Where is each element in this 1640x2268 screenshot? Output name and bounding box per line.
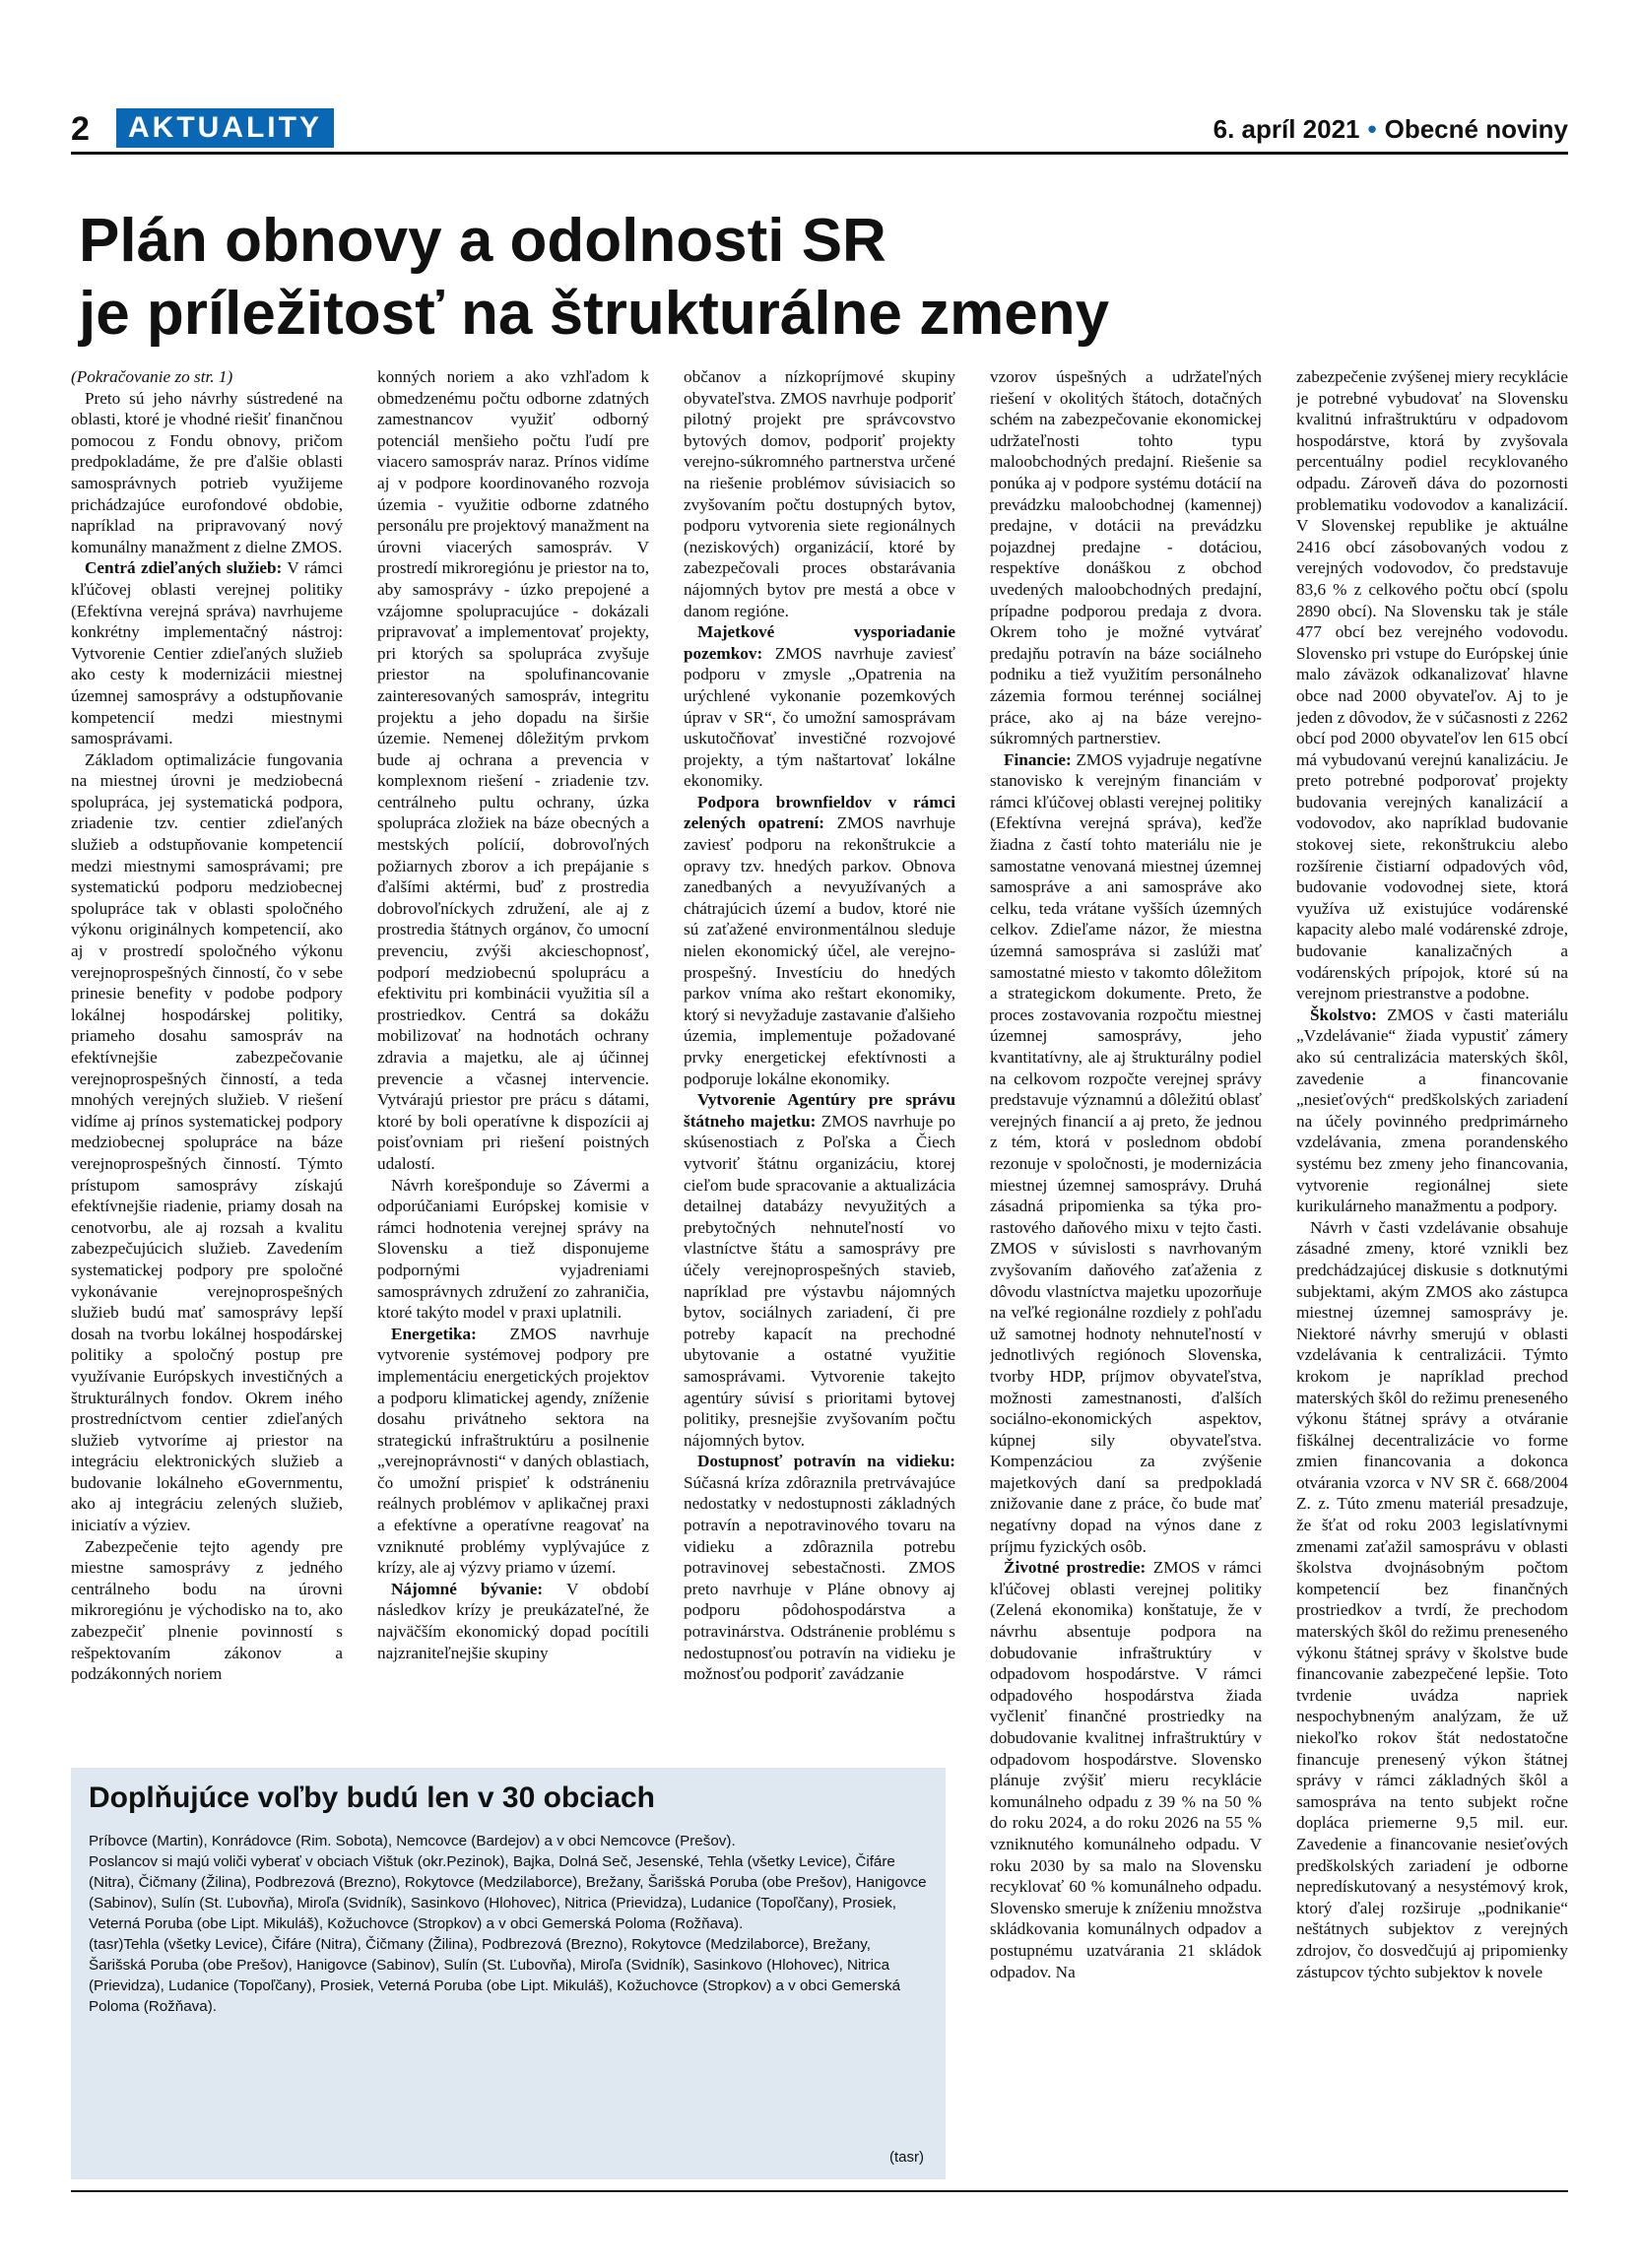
subhead: Financie: [1004, 749, 1072, 769]
header-rule [71, 152, 1568, 155]
subhead: Životné prostredie: [1004, 1558, 1147, 1578]
headline [79, 205, 1556, 351]
publication-name: Obecné noviny [1384, 114, 1568, 144]
paragraph: Základom optimalizácie fungovania na miestnej úrovni je medziobecná spolupráca, jej systematická podpora, zriadenie tzv. centier zdieľaných služieb a odstupňovanie kompetencií medzi miestnymi samosprávami; pre systematickú podporu medziobecnej spolupráce tak v oblasti spoločného výkonu originálnych kompetencií, ako aj v prostredí spoločného výkonu verejnoprospešných činností, čo v sebe prinesie benefity v podobe podpory lokálnej hospodárskej politiky, priameho dosahu samospráv na efektívnejšie zabezpečovanie verejnoprospešných činností, a teda mnohých verejných služieb. V riešení vidíme aj prínos systematickej podpory medziobecnej spolupráce na báze verejnoprospešných činností. Týmto prístupom samosprávy získajú efektívnejšie riadenie, priamy dosah na cenotvorbu, ale aj rozsah a kvalitu zabezpečujúcich služieb. Zavedením systematickej podpory pre spoločné vykonávanie verejnoprospešných služieb budú mať samosprávy lepší dosah na tvorbu lokálnej hospodárskej politiky a spoločný postup pre využívanie Európskych investičných a štrukturálnych fondov. Okrem iného prostredníctvom centier zdieľaných služieb vytvoríme aj priestor na integráciu elektronických služieb a budovanie lokálneho eGovernmentu, ako aj integráciu zelených služieb, iniciatív a výziev. [71, 749, 343, 1535]
sidebar-box [71, 1768, 946, 2179]
section-label: AKTUALITY [116, 108, 334, 148]
sidebar-source: (tasr) [889, 2149, 924, 2166]
subhead: Dostupnosť potravín na vidieku: [697, 1452, 955, 1471]
sidebar-paragraph: Príbovce (Martin), Konrádovce (Rim. Sobota), Nemcovce (Bardejov) a v obci Nemcovce (Prešov). [89, 1833, 736, 1849]
paragraph: Preto sú jeho návrhy sústredené na oblasti, ktoré je vhodné riešiť finančnou pomocou z Fondu obnovy, pričom predpokladáme, že pre ďalšie oblasti samosprávnych potrieb využijeme prichádzajúce eurofondové obdobie, napríklad na pripravovaný nový komunálny manažment z dielne ZMOS. [71, 388, 343, 556]
subhead: Podpora brownfieldov v rámci zelených opatrení: [684, 792, 955, 833]
paragraph: Návrh korešponduje so Závermi a odporúčaniami Európskej komisie v rámci hodnotenia verejnej správy na Slovensku a tiež disponujeme podpornými vyjadreniami samosprávnych združení zo zahraničia, ktoré takýto model v praxi uplatnili. [377, 1175, 649, 1323]
issue-date: 6. apríl 2021 [1213, 114, 1360, 144]
sidebar-text [89, 1831, 928, 2017]
subhead: Majetkové vysporiadanie pozemkov: [684, 622, 955, 663]
paragraph: Školstvo: ZMOS v časti materiálu „Vzdelávanie“ žiada vypustiť zámery ako sú centralizácia materských škôl, zavedenie a financovanie „nesieťových“ predškolských zariadení na účely povinného predprimárneho vzdelávania, zmena porandenského systému bez zmeny jeho financovania, vytvorenie regionálnej siete kurikulárneho manažmentu a podpory. [1296, 1004, 1568, 1216]
headline-line-2: je príležitosť na štrukturálne zmeny [79, 280, 1110, 348]
subhead: Centrá zdieľaných služieb: [85, 558, 283, 578]
paragraph: Energetika: ZMOS navrhuje vytvorenie systémovej podpory pre implementáciu energetických projektov a podporu klimatickej agendy, zníženie dosahu privátneho sektora na strategickú infraštruktúru a posilnenie „verejnoprávnosti“ v daných oblastiach, čo umožní prispieť k odstráneniu reálnych problémov v aplikačnej praxi a efektívne a operatívne reagovať na vzniknuté problémy vyplývajúce z krízy, ale aj výzvy priamo v území. [377, 1324, 649, 1578]
sidebar-title: Doplňujúce voľby budú len v 30 obciach [89, 1782, 655, 1814]
subhead: Vytvorenie Agentúry pre správu štátneho majetku: [684, 1090, 955, 1131]
subhead: Školstvo: [1310, 1004, 1377, 1024]
paragraph: Návrh v časti vzdelávanie obsahuje zásadné zmeny, ktoré vznikli bez predchádzajúcej diskusie s dotknutými subjektami, akým ZMOS ako zástupca miestnej územnej samosprávy je. Niektoré návrhy smerujú v oblasti vzdelávania k centralizácii. Týmto krokom je napríklad prechod materských škôl do režimu preneseného výkonu štátnej správy a otváranie fiškálnej decentralizácie vo forme zmien financovania a dokonca otvárania vzorca v NV SR č. 668/2004 Z. z. Túto zmenu materiál presadzuje, že šťat od roku 2003 legislatívnymi zmenami zaťažil samosprávu v oblasti školstva dvojnásobným počtom kompetencií bez finančných prostriedkov a tvrdí, že prechodom materských škôl do režimu preneseného výkonu štátnej správy v školstve bude financovanie zabezpečené lepšie. Toto tvrdenie uvádza napriek nespochybneným analýzam, že už niekoľko rokov štát nedostatočne financuje prenesený výkon štátnej správy v rámci základných škôl a samospráva na tento subjekt ročne dopláca priemerne 9,5 mil. eur. Zavedenie a financovanie nesieťových predškolských zariadení je odborne nepredískutovaný a nesystémový krok, ktorý ďalej rozširuje „podnikanie“ neštátnych subjektov z verejných zdrojov, čo dosvedčujú aj pripomienky zástupcov týchto subjektov k novele [1296, 1217, 1568, 1981]
paragraph: Financie: ZMOS vyjadruje negatívne stanovisko k verejným financiám v rámci kľúčovej oblasti verejnej politiky (Efektívna verejná správa), keďže žiadna z častí tohto materiálu nie je samostatne venovaná miestnej územnej samospráve a ani samospráve ako celku, teda vrátane vyšších územných celkov. Zdieľame názor, že miestna územná samospráva si zaslúži mať samostatné miesto v takomto dôležitom a strategickom dokumente. Preto, že proces zostavovania rozpočtu miestnej územnej samosprávy, jeho kvantitatívny, ale aj štrukturálny podiel na celkovom rozpočte verejnej správy predstavuje významnú a dôležitú oblasť verejných financií a aj preto, že jednou z tém, ktorá v poslednom období rezonuje v spoločnosti, je modernizácia miestnej územnej samosprávy. Druhá zásadná pripomienka sa týka pro-rastového daňového mixu v tejto časti. ZMOS v súvislosti s navrhovaným zvyšovaním daňového zaťaženia z dôvodu vlastníctva majetku upozorňuje na veľké regionálne rozdiely z pohľadu už samotnej hodnoty nehnuteľností v jednotlivých regiónoch Slovenska, tvorby HDP, príjmov obyvateľstva, možnosti zamestnanosti, ďalších sociálno-ekonomických aspektov, kúpnej sily obyvateľstva. Kompenzáciou za zvýšenie majetkových daní sa predpokladá znižovanie dane z práce, čo bude mať negatívny dopad na výnos dane z príjmu fyzických osôb. [990, 749, 1262, 1556]
sidebar-paragraph: Poslancov si majú voliči vyberať v obciach Vištuk (okr.Pezinok), Bajka, Dolná Seč, Jesenské, Tehla (všetky Levice), Čifáre (Nitra), Čičmany (Žilina), Podbrezová (Brezno), Rokytovce (Medzilaborce), Brežany, Šarišská Poruba (obe Prešov), Hanigovce (Sabinov), Sulín (St. Ľubovňa), Miroľa (Svidník), Sasinkovo (Hlohovec), Nitrica (Prievidza), Ludanice (Topoľčany), Prosiek, Veterná Poruba (obe Lipt. Mikuláš), Kožuchovce (Stropkov) a v obci Gemerská Poloma (Rožňava). [89, 1853, 927, 1932]
paragraph: Dostupnosť potravín na vidieku: Súčasná kríza zdôraznila pretrvávajúce nedostatky v nedostupnosti základných potravín a nepotravinového tovaru na vidieku a zdôraznila potrebu potravinovej sebestačnosti. ZMOS preto navrhuje v Pláne obnovy aj podporu pôdohospodárstva a potravinárstva. Odstránenie problému s nedostupnosťou potravín na vidieku je možnosťou podporiť zavádzanie [684, 1452, 955, 1684]
paragraph: Vytvorenie Agentúry pre správu štátneho majetku: ZMOS navrhuje po skúsenostiach z Poľska a Čiech vytvoriť štátnu organizáciu, ktorej cieľom bude spracovanie a aktualizácia detailnej databázy nevyužitých a prebytočných nehnuteľností vo vlastníctve štátu a samosprávy pre účely verejnoprospešných stavieb, napríklad pre výstavbu nájomných bytov, sociálnych zariadení, či pre potreby kapacít na prechodné ubytovanie a ostatné využitie samosprávami. Vytvorenie takejto agentúry súvisí s prioritami bytovej politiky, presnejšie zvyšovaním počtu nájomných bytov. [684, 1090, 955, 1450]
footer-rule [71, 2190, 1568, 2192]
article-column-5 [1296, 366, 1568, 2173]
page-number: 2 [71, 110, 90, 148]
page-header [71, 106, 1568, 152]
separator-dot: • [1367, 114, 1377, 144]
article-column-4 [990, 366, 1262, 2173]
paragraph: zabezpečenie zvýšenej miery recyklácie je potrebné vybudovať na Slovensku kvalitnú infraštruktúru v odpadovom hospodárstve, ktorá by zvyšovala percentuálny podiel recyklovaného odpadu. Zároveň dáva do pozornosti problematiku vodovodov a kanalizácií. V Slovenskej republike je aktuálne 2416 obcí zásobovaných vodou z verejných vodovodov, čo predstavuje 83,6 % z celkového počtu obcí (spolu 2890 obcí). Na Slovensku tak je stále 477 obcí bez verejného vodovodu. Slovensko pri vstupe do Európskej únie malo záväzok odkanalizovať hlavne obce nad 2000 obyvateľov. Aj to je jeden z dôvodov, že v súčasnosti z 2262 obcí pod 2000 obyvateľov len 615 obcí má vybudovanú verejnú kanalizáciu. Je preto potrebné podporovať projekty budovania verejných kanalizácií a vodovodov, ako napríklad budovanie stokovej siete, rekonštrukciu alebo rozšírenie čistiarní odpadových vôd, budovanie vodovodnej siete, ktorá využíva už existujúce vodárenské kapacity alebo malé vodárenské zdroje, budovanie kanalizačných a vodárenských prípojok, ktoré sú na verejnom priestranstve a podobne. [1296, 367, 1568, 1004]
paragraph: konných noriem a ako vzhľadom k obmedzenému počtu odborne zdatných zamestnancov využiť odborný potenciál menšieho počtu ľudí pre viacero samospráv naraz. Prínos vidíme aj v podpore koordinovaného rozvoja územia - využitie odborne zdatného personálu pre projektový manažment na úrovni viacerých samospráv. V prostredí mikroregiónu je priestor na to, aby samosprávy - úzko prepojené a vzájomne spolupracujúce - dokázali pripravovať a implementovať projekty, pri ktorých sa spolupráca zvyšuje priestor na spolufinancovanie zainteresovaných samospráv, integritu projektu a jeho dopadu na širšie územie. Nemenej dôležitým prvkom bude aj ochrana a prevencia v komplexnom riešení - zriadenie tzv. centrálneho pultu ochrany, úzka spolupráca zložiek na báze obecných a mestských polícií, dobrovoľných požiarnych zborov a ich prepájanie s ďalšími aktérmi, buď z prostredia dobrovoľníckych združení, ale aj z prostredia štátnych orgánov, čo umocní prevenciu, zvýši akcieschopnosť, podporí medziobecnú spoluprácu a efektivitu pri kombinácii využitia síl a prostriedkov. Centrá sa dokážu mobilizovať na hodnotách ochrany zdravia a majetku, ale aj účinnej prevencie a včasnej intervencie. Vytvárajú priestor pre prácu s dátami, ktoré by boli operatívne k dispozícii aj poisťovniam pri riešení poistných udalostí. [377, 367, 649, 1173]
paragraph: Podpora brownfieldov v rámci zelených opatrení: ZMOS navrhuje zaviesť podporu na rekonštrukcie a opravy tzv. hnedých parkov. Obnova zanedbaných a nevyužívaných a chátrajúcich území a budov, ktoré nie sú zaťažené environmentálnou sleduje nielen ekonomický účel, ale verejno-prospešný. Investíciu do hnedých parkov vníma ako reštart ekonomiky, ktorý si nevyžaduje zastavanie ďalšieho územia, implementuje požadované prvky energetickej efektívnosti a podporuje lokálne ekonomiky. [684, 792, 955, 1088]
paragraph: Zabezpečenie tejto agendy pre miestne samosprávy z jedného centrálneho bodu na úrovni mikroregiónu je východisko na to, ako zabezpečiť plnenie povinností s rešpektovaním zákonov a podzákonných noriem [71, 1536, 343, 1684]
paragraph: Majetkové vysporiadanie pozemkov: ZMOS navrhuje zaviesť podporu v zmysle „Opatrenia na urýchlené vykonanie pozemkových úprav v SR“, čo umožní samosprávam uskutočňovať investičné rozvojové projekty, a tým naštartovať lokálne ekonomiky. [684, 622, 955, 791]
paragraph: vzorov úspešných a udržateľných riešení v okolitých štátoch, dotačných schém na zabezpečovanie ekonomickej udržateľnosti tohto typu maloobchodných predajní. Riešenie sa ponúka aj v podpore systému dotácií na prevádzku maloobchodnej (kamennej) predajne, v dotácii na prevádzku pojazdnej predajne - dotáciou, respektíve donáškou z obchod uvedených maloobchodných predajní, prípadne podporou predaja z dvora. Okrem toho je možné vytvárať predajňu potravín na báze sociálneho podniku a tiež využitím personálneho zázemia formou terénnej sociálnej práce, ako aj na báze verejno-súkromných partnerstiev. [990, 367, 1262, 748]
subhead: Energetika: [391, 1324, 477, 1343]
sidebar-paragraph: (tasr)Tehla (všetky Levice), Čifáre (Nitra), Čičmany (Žilina), Podbrezová (Brezno), Rokytovce (Medzilaborce), Brežany, Šarišská Poruba (obe Prešov), Hanigovce (Sabinov), Sulín (St. Ľubovňa), Miroľa (Svidník), Sasinkovo (Hlohovec), Nitrica (Prievidza), Ludanice (Topoľčany), Prosiek, Veterná Poruba (obe Lipt. Mikuláš), Kožuchovce (Stropkov) a v obci Gemerská Poloma (Rožňava). [89, 1936, 901, 2015]
subhead: Nájomné bývanie: [391, 1579, 544, 1598]
paragraph: Životné prostredie: ZMOS v rámci kľúčovej oblasti verejnej politiky (Zelená ekonomika) konštatuje, že v návrhu absentuje podpora na dobudovanie infraštruktúry v odpadovom hospodárstve. V rámci odpadového hospodárstva žiada vyčleniť finančné prostriedky na dobudovanie kvalitnej infraštruktúry v odpadovom hospodárstve. Slovensko plánuje zvýšiť mieru recyklácie komunálneho odpadu z 39 % na 50 % do roku 2024, a do roku 2026 na 55 % vzniknutého komunálneho odpadu. V roku 2030 by sa malo na Slovensku recyklovať 60 % komunálneho odpadu. Slovensko smeruje k zníženiu množstva skládkovania komunálnych odpadov a postupnému uzatvárania 21 skládok odpadov. Na [990, 1558, 1262, 1981]
paragraph: Nájomné bývanie: V období následkov krízy je preukázateľné, že najväčším ekonomický dopad pocítili najzraniteľnejšie skupiny [377, 1579, 649, 1662]
continuation-note: (Pokračovanie zo str. 1) [71, 367, 233, 386]
paragraph: Centrá zdieľaných služieb: V rámci kľúčovej oblasti verejnej politiky (Efektívna verejná správa) navrhujeme konkrétny implementačný nástroj: Vytvorenie Centier zdieľaných služieb ako cesty k modernizácii miestnej územnej samosprávy a odstupňovanie kompetencií medzi miestnymi samosprávami. [71, 558, 343, 748]
paragraph: občanov a nízkopríjmové skupiny obyvateľstva. ZMOS navrhuje podporiť pilotný projekt pre správcovstvo bytových domov, podporiť projekty verejno-súkromného partnerstva určené na riešenie problémov súvisiacich so zvyšovaním počtu dostupných bytov, podporu vytvorenia siete regionálnych (neziskových) organizácií, ktoré by zabezpečovali proces obstarávania nájomných bytov pre mestá a obce v danom regióne. [684, 367, 955, 620]
issue-info [1214, 106, 1568, 152]
headline-line-1: Plán obnovy a odolnosti SR [79, 207, 886, 275]
